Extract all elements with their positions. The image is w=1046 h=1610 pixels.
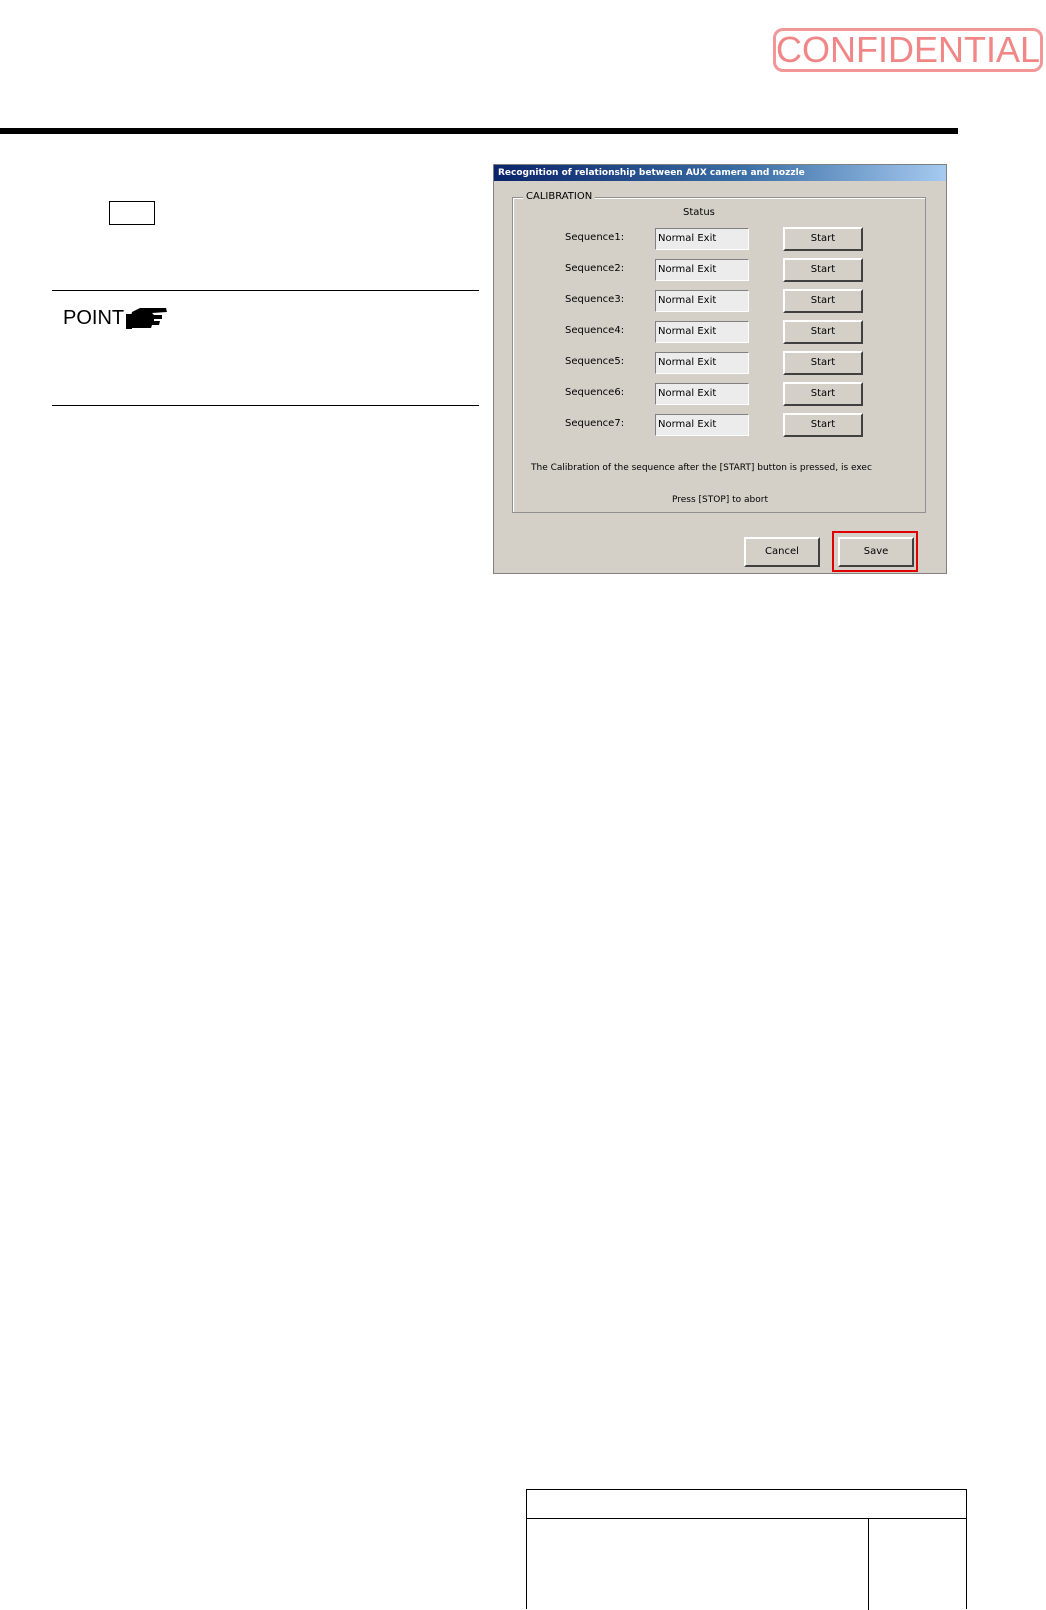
start-button[interactable]: Start [783,258,863,282]
abort-note: Press [STOP] to abort [671,495,768,505]
start-button[interactable]: Start [783,382,863,406]
sequence-row-3 [513,288,927,312]
save-button[interactable]: Save [838,537,914,567]
sequence-label: Sequence2: [565,263,625,274]
footer-table [526,1489,967,1609]
sequence-row-5 [513,350,927,374]
pointing-hand-icon [126,300,168,330]
confidential-stamp: CONFIDENTIAL [773,28,1043,72]
footer-table-divider [527,1518,966,1519]
calibration-note: The Calibration of the sequence after the [START] button is pressed, is exec [531,463,872,473]
sequence-label: Sequence5: [565,356,625,367]
sequence-status-field: Normal Exit [655,383,749,405]
sequence-row-1 [513,226,927,250]
start-button[interactable]: Start [783,289,863,313]
calibration-dialog [493,164,947,574]
sequence-status-field: Normal Exit [655,228,749,250]
sequence-row-7 [513,412,927,436]
sequence-label: Sequence4: [565,325,625,336]
start-button[interactable]: Start [783,413,863,437]
sequence-label: Sequence1: [565,232,625,243]
sequence-label: Sequence6: [565,387,625,398]
sequence-row-6 [513,381,927,405]
sequence-status-field: Normal Exit [655,321,749,343]
header-rule [0,128,958,134]
key-symbol-box [109,201,155,225]
sequence-status-field: Normal Exit [655,259,749,281]
point-bottom-rule [52,405,479,406]
sequence-status-field: Normal Exit [655,414,749,436]
point-label: POINT [63,307,125,329]
start-button[interactable]: Start [783,320,863,344]
calibration-group [512,191,926,513]
sequence-row-2 [513,257,927,281]
sequence-status-field: Normal Exit [655,290,749,312]
sequence-label: Sequence3: [565,294,625,305]
start-button[interactable]: Start [783,351,863,375]
sequence-row-4 [513,319,927,343]
point-heading [63,300,168,330]
sequence-label: Sequence7: [565,418,625,429]
status-header: Status [683,207,715,218]
group-title: CALIBRATION [523,190,595,204]
start-button[interactable]: Start [783,227,863,251]
cancel-button[interactable]: Cancel [744,537,820,567]
point-top-rule [52,290,479,291]
dialog-title: Recognition of relationship between AUX camera and nozzle [494,165,946,181]
footer-table-column-divider [868,1518,869,1610]
sequence-status-field: Normal Exit [655,352,749,374]
